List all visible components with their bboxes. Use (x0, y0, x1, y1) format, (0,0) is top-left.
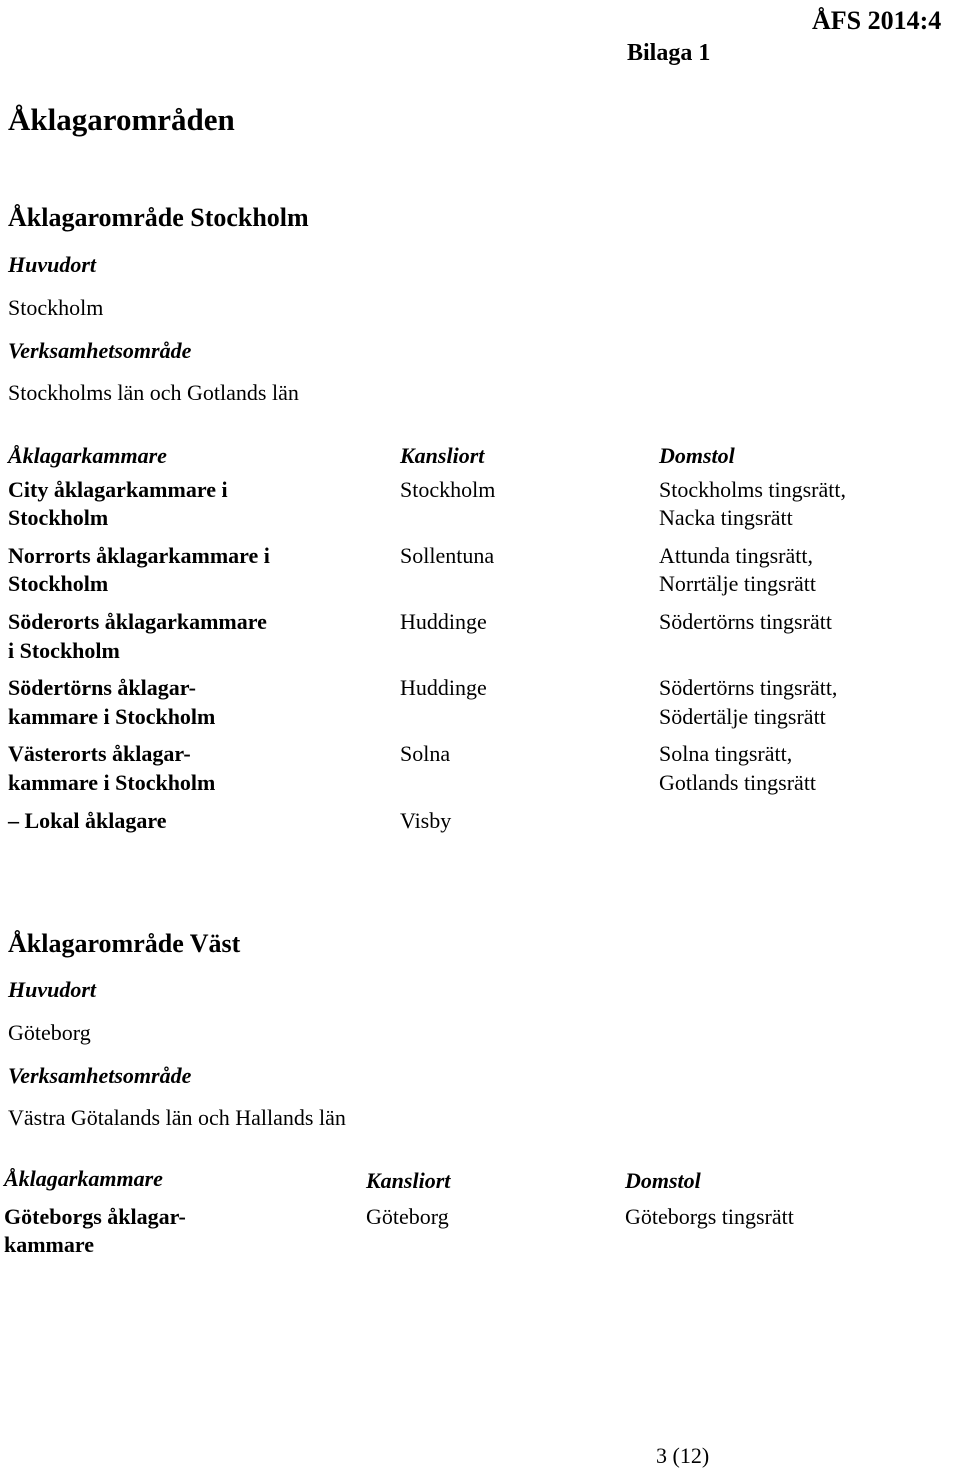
table-row-domstol: Nacka tingsrätt (659, 505, 793, 530)
table-row-domstol: Göteborgs tingsrätt (625, 1204, 794, 1229)
page-number: 3 (12) (656, 1443, 710, 1468)
table-row-domstol: Södertörns tingsrätt (659, 609, 832, 634)
verksamhet-value: Stockholms län och Gotlands län (8, 380, 299, 405)
table-row-kammare: kammare i Stockholm (8, 704, 216, 729)
table-row-kammare: Göteborgs åklagar- (4, 1204, 186, 1229)
table-row-kammare: kammare (4, 1232, 95, 1257)
table-row-kansliort: Stockholm (400, 477, 496, 502)
huvudort-value: Stockholm (8, 295, 104, 320)
table-row-domstol: Södertörns tingsrätt, (659, 675, 838, 700)
column-header-domstol: Domstol (625, 1168, 701, 1193)
column-header-kammare: Åklagarkammare (4, 1166, 163, 1191)
afs-number: ÅFS 2014:4 (812, 6, 942, 35)
table-row-domstol: Stockholms tingsrätt, (659, 477, 846, 502)
table-row-kansliort: Visby (400, 808, 452, 833)
table-row-kammare: Stockholm (8, 571, 109, 596)
section-heading-vast: Åklagarområde Väst (8, 929, 241, 958)
table-row-kansliort: Huddinge (400, 675, 487, 700)
table-row-kansliort: Sollentuna (400, 543, 495, 568)
table-row-domstol: Solna tingsrätt, (659, 741, 793, 766)
verksamhet-label: Verksamhetsområde (8, 1063, 192, 1088)
table-row-kansliort: Göteborg (366, 1204, 449, 1229)
table-row-domstol: Södertälje tingsrätt (659, 704, 826, 729)
table-row-kammare: Norrorts åklagarkammare i (8, 543, 270, 568)
verksamhet-value: Västra Götalands län och Hallands län (8, 1105, 346, 1130)
table-row-domstol: Attunda tingsrätt, (659, 543, 813, 568)
huvudort-value: Göteborg (8, 1020, 91, 1045)
column-header-domstol: Domstol (659, 443, 735, 468)
table-row-kammare: Södertörns åklagar- (8, 675, 197, 700)
table-row-domstol: Norrtälje tingsrätt (659, 571, 817, 596)
table-row-kammare: Västerorts åklagar- (8, 741, 191, 766)
table-row-kammare: i Stockholm (8, 638, 120, 663)
bilaga-label: Bilaga 1 (627, 40, 711, 66)
verksamhet-label: Verksamhetsområde (8, 338, 192, 363)
column-header-kammare: Åklagarkammare (8, 443, 167, 468)
table-row-kansliort: Huddinge (400, 609, 487, 634)
page-title: Åklagarområden (8, 102, 235, 137)
table-row-domstol: Gotlands tingsrätt (659, 770, 817, 795)
column-header-kansliort: Kansliort (366, 1168, 451, 1193)
huvudort-label: Huvudort (8, 977, 97, 1002)
table-row-kammare: Stockholm (8, 505, 109, 530)
table-row-kammare: City åklagarkammare i (8, 477, 228, 502)
huvudort-label: Huvudort (8, 252, 97, 277)
table-row-kammare: kammare i Stockholm (8, 770, 216, 795)
column-header-kansliort: Kansliort (400, 443, 485, 468)
table-row-kammare: Söderorts åklagarkammare (8, 609, 267, 634)
table-row-kammare: – Lokal åklagare (8, 808, 167, 833)
section-heading-stockholm: Åklagarområde Stockholm (8, 203, 309, 232)
table-row-kansliort: Solna (400, 741, 451, 766)
